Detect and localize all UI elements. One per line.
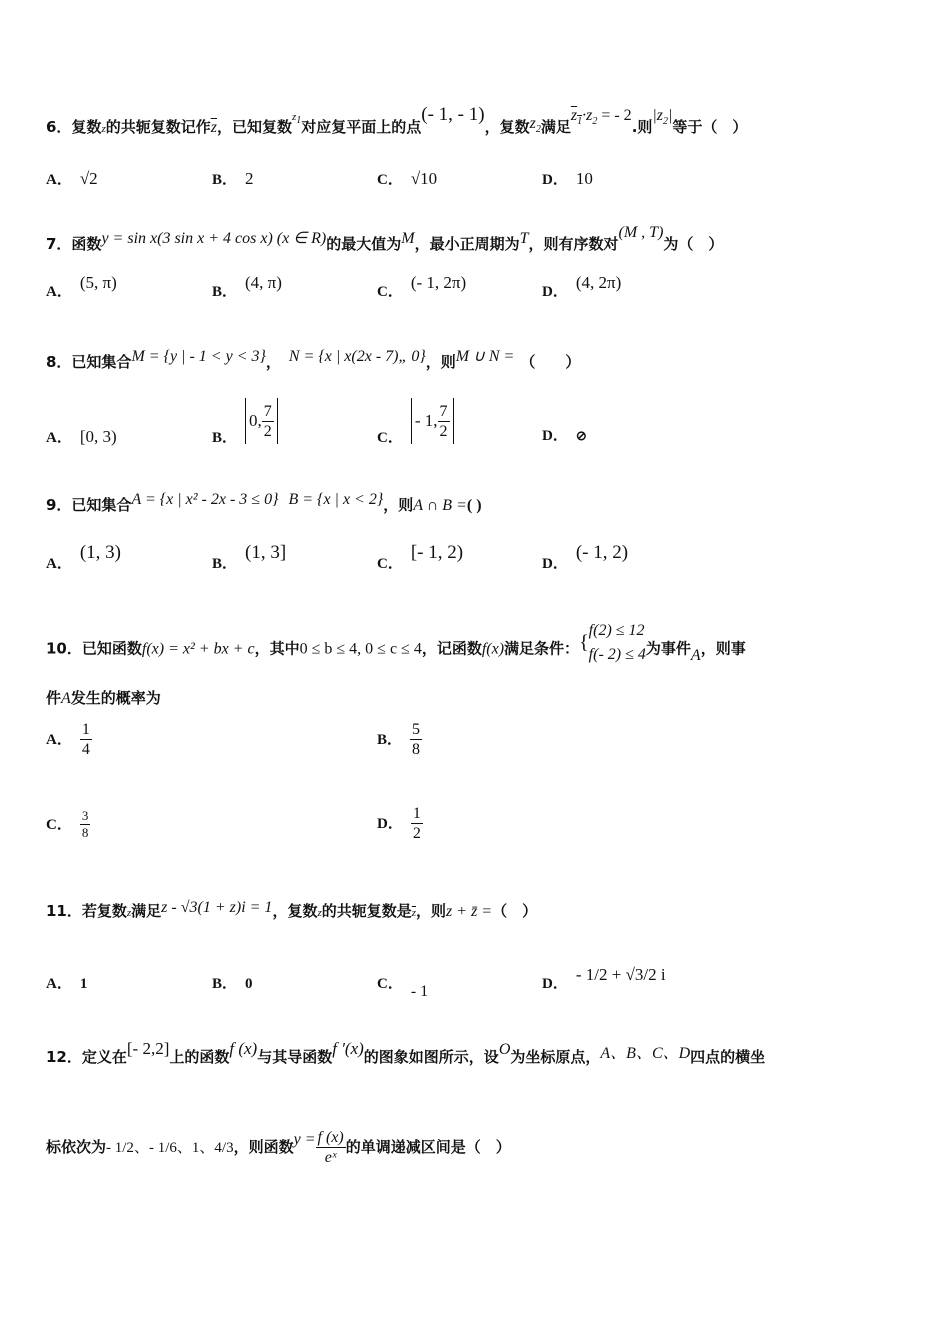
q12-x1: - 1/2: [106, 1140, 134, 1156]
option-label: A．: [46, 430, 72, 446]
q9-option-d[interactable]: [542, 542, 629, 574]
q10-event: A: [61, 690, 71, 707]
q9-option-a[interactable]: [46, 542, 121, 574]
q7-text: ，最小正周期为: [414, 235, 520, 253]
option-value: √10: [410, 169, 438, 188]
fraction-denominator: 4: [81, 741, 90, 758]
q6-text: 的共轭复数记作: [105, 118, 211, 136]
q11-text: ，则: [416, 902, 447, 920]
q10-option-b[interactable]: [377, 720, 422, 759]
fraction-denominator: 8: [412, 741, 421, 758]
option-value: 10: [575, 169, 593, 188]
option-value: [0, 3): [79, 427, 117, 446]
option-value: (1, 3): [79, 542, 121, 563]
q11-text: 满足: [131, 902, 162, 920]
q8-text: ，则: [425, 353, 456, 371]
fraction-numerator: 3: [81, 808, 89, 823]
q7-pre: 7．函数: [46, 235, 102, 253]
q7-text: 的最大值为: [326, 235, 402, 253]
fraction-numerator: f (x): [317, 1129, 344, 1146]
option-label: A．: [46, 732, 72, 748]
q12-text: 四点的横坐: [690, 1048, 766, 1066]
q9-pre: 9．已知集合: [46, 496, 132, 514]
option-value: 0,: [249, 411, 262, 430]
question-9: [46, 491, 482, 515]
question-10-line-2: [46, 687, 161, 708]
q6-text: 等于（ ）: [672, 118, 748, 136]
q10-text: 满足条件：: [504, 639, 580, 658]
q8-option-d[interactable]: [542, 424, 587, 445]
fraction-numerator: 7: [439, 403, 448, 420]
q10-condition-2: f(- 2) ≤ 4: [588, 646, 646, 663]
option-label: A．: [46, 976, 72, 992]
q9-set-a: A = {x | x² - 2x - 3 ≤ 0}: [131, 491, 279, 508]
q12-pre: 12．定义在: [46, 1048, 127, 1066]
q7-pair: (M , T): [618, 224, 664, 241]
option-label: A．: [46, 172, 72, 188]
option-label: B．: [212, 556, 238, 572]
option-value: (4, 2π): [575, 273, 622, 292]
option-value: - 1: [410, 983, 429, 1000]
fraction-denominator: 8: [81, 825, 89, 840]
q9-text: ，则: [383, 496, 414, 514]
q12-x4: 4/3: [214, 1140, 234, 1156]
question-12-line-2: 标依次为- 1/2、- 1/6、1、4/3，则函数y = $\frac{f (x)}{\text{eˣ}}$ 的单调递减区间是（ ）: [46, 1129, 511, 1166]
q7-formula: y = sin x(3 sin x + 4 cos x) (x ∈ R): [101, 230, 327, 247]
option-label: A．: [46, 556, 72, 572]
option-label: D．: [542, 976, 568, 992]
question-11: 11．若复数z满足z - √3(1 + z)i = 1，复数z的共轭复数是$\overline{z}$，则z + z̄ =（ ）: [46, 899, 538, 920]
q12-text: 为坐标原点，: [510, 1048, 601, 1066]
q11-text: ，复数: [272, 902, 318, 920]
q10-option-a[interactable]: [46, 720, 92, 759]
q8-option-c[interactable]: [377, 398, 454, 444]
q8-union: M ∪ N =: [455, 348, 515, 365]
q7-option-c[interactable]: [377, 273, 467, 301]
q12-x2: - 1/6: [148, 1140, 177, 1156]
option-label: C．: [377, 284, 403, 300]
fraction-denominator: eˣ: [324, 1149, 337, 1166]
option-value: (- 1, 2): [575, 542, 629, 563]
q6-text: 满足: [540, 118, 571, 136]
option-value: (4, π): [245, 273, 282, 292]
q10-text: ，其中: [254, 639, 300, 658]
q8-text: （ ）: [520, 353, 581, 371]
q12-text: 上的函数: [169, 1048, 230, 1066]
q6-text: .则: [631, 118, 653, 136]
question-8: [46, 348, 581, 372]
q10-pre: 10．已知函数: [46, 639, 142, 658]
q8-set-m: M = {y | - 1 < y < 3}: [131, 348, 266, 365]
q12-f: f (x): [229, 1039, 258, 1058]
option-value: 2: [245, 169, 254, 188]
fraction-denominator: 2: [439, 423, 448, 440]
q7-text: 为（ ）: [663, 235, 724, 253]
q11-pre: 11．若复数: [46, 902, 127, 920]
option-label: D．: [542, 556, 568, 572]
q7-option-b[interactable]: [212, 273, 282, 301]
q9-option-b[interactable]: [212, 542, 287, 574]
q12-text: 的单调递减区间是（ ）: [345, 1138, 511, 1156]
q6-text: 对应复平面上的点: [301, 118, 422, 136]
option-value: (1, 3]: [245, 542, 287, 563]
option-label: A．: [46, 284, 72, 300]
q6-option-b[interactable]: [212, 168, 254, 189]
q12-text: 与其导函数: [257, 1048, 333, 1066]
q6-option-d[interactable]: [542, 168, 593, 189]
q11-option-a[interactable]: [46, 972, 87, 993]
option-label: B．: [377, 732, 403, 748]
empty-set-icon: ⊘: [575, 428, 587, 443]
q10-event: A: [690, 646, 701, 664]
q10-function: f(x) = x² + bx + c: [141, 640, 255, 658]
q10-range: 0 ≤ b ≤ 4, 0 ≤ c ≤ 4: [299, 640, 422, 658]
q12-f-prime: f ′(x): [332, 1039, 364, 1058]
option-value: (- 1, 2π): [410, 273, 467, 292]
q10-text: ，记函数: [421, 639, 482, 658]
option-value: 0: [245, 976, 253, 992]
option-label: C．: [377, 430, 403, 446]
q10-option-c[interactable]: [46, 808, 90, 841]
option-label: C．: [377, 976, 403, 992]
q6-option-a[interactable]: [46, 168, 98, 189]
q11-expression: z + z̄ =: [446, 903, 493, 920]
fraction-numerator: 1: [412, 805, 421, 822]
q12-origin: O: [498, 1041, 511, 1058]
q9-intersection: A ∩ B =: [413, 497, 467, 514]
q11-text: 的共轭复数是: [321, 902, 412, 920]
q6-pre: 6．复数: [46, 118, 102, 136]
q10-fx: f(x): [481, 640, 505, 658]
option-label: D．: [542, 428, 568, 444]
q7-option-d[interactable]: [542, 273, 622, 301]
q11-option-b[interactable]: [212, 972, 253, 993]
q11-condition: z - √3(1 + z)i = 1: [161, 899, 273, 916]
q10-text: 为事件: [645, 639, 691, 658]
q12-interval: [- 2,2]: [126, 1039, 170, 1058]
option-label: B．: [212, 430, 238, 446]
q10-text: 件: [46, 689, 62, 707]
option-label: B．: [212, 284, 238, 300]
question-12: [46, 1039, 766, 1067]
q7-option-a[interactable]: [46, 273, 117, 301]
q6-point: (- 1, - 1): [421, 104, 485, 125]
q10-condition-1: f(2) ≤ 12: [588, 622, 645, 639]
fraction-numerator: 1: [81, 721, 90, 738]
q11-text: （ ）: [492, 902, 538, 920]
option-label: D．: [542, 172, 568, 188]
question-7: 7．函数y = sin x(3 sin x + 4 cos x) (x ∈ R)的最大值为M，最小正周期为T，则有序数对(M , T)为（ ）: [46, 224, 724, 253]
q8-pre: 8．已知集合: [46, 353, 132, 371]
option-label: C．: [46, 817, 72, 833]
q7-text: ，则有序数对: [528, 235, 619, 253]
fraction-numerator: 5: [412, 721, 421, 738]
fraction-denominator: 2: [263, 423, 272, 440]
q12-text: 标依次为: [46, 1138, 107, 1156]
q8-set-n: N = {x | x(2x - 7)„ 0}: [288, 348, 426, 365]
q12-text: ，则函数: [233, 1138, 294, 1156]
q10-option-d[interactable]: [377, 804, 423, 843]
option-label: D．: [542, 284, 568, 300]
question-6: 6．复数z的共轭复数记作$\overline{z}$，已知复数$^{z_1}$对应复平面上的点(- 1, - 1)，复数$z_2$满足$z_1\cdot z_2$ = - 2.则$|z_2|$等于（ ）: [46, 104, 748, 136]
q8-option-a[interactable]: [46, 426, 117, 447]
option-label: B．: [212, 172, 238, 188]
fraction-numerator: 7: [263, 403, 272, 420]
fraction-denominator: 2: [412, 825, 421, 842]
q9-set-b: B = {x | x < 2}: [288, 491, 384, 508]
q12-y: y =: [293, 1131, 316, 1148]
q8-option-b[interactable]: [212, 398, 278, 444]
q6-cond: = - 2: [601, 107, 632, 124]
q6-text: ，复数: [484, 118, 530, 136]
option-value: - 1/2 + √3/2 i: [575, 965, 666, 984]
option-value: √2: [79, 169, 98, 188]
q11-option-d[interactable]: [542, 965, 666, 993]
question-10: [46, 622, 746, 673]
option-value: [- 1, 2): [410, 542, 464, 563]
option-label: D．: [377, 816, 403, 832]
q9-text: ( ): [466, 497, 482, 514]
q6-text: ，已知复数: [216, 118, 292, 136]
q10-conditions: { f(2) ≤ 12 f(- 2) ≤ 4: [579, 619, 646, 667]
option-label: C．: [377, 556, 403, 572]
q12-x3: 1: [191, 1140, 200, 1156]
q12-text: 的图象如图所示，设: [363, 1048, 499, 1066]
q9-option-c[interactable]: [377, 542, 464, 574]
q8-text: ，: [265, 353, 281, 371]
q11-option-c[interactable]: [377, 972, 429, 1000]
option-value: - 1,: [414, 411, 438, 430]
option-value: 1: [79, 976, 88, 992]
q12-points: A、B、C、D: [600, 1045, 691, 1062]
option-value: (5, π): [79, 273, 117, 292]
q10-text: ，则事: [700, 639, 746, 658]
option-label: B．: [212, 976, 238, 992]
option-label: C．: [377, 172, 403, 188]
q6-option-c[interactable]: [377, 168, 437, 189]
q10-text: 发生的概率为: [70, 689, 161, 707]
